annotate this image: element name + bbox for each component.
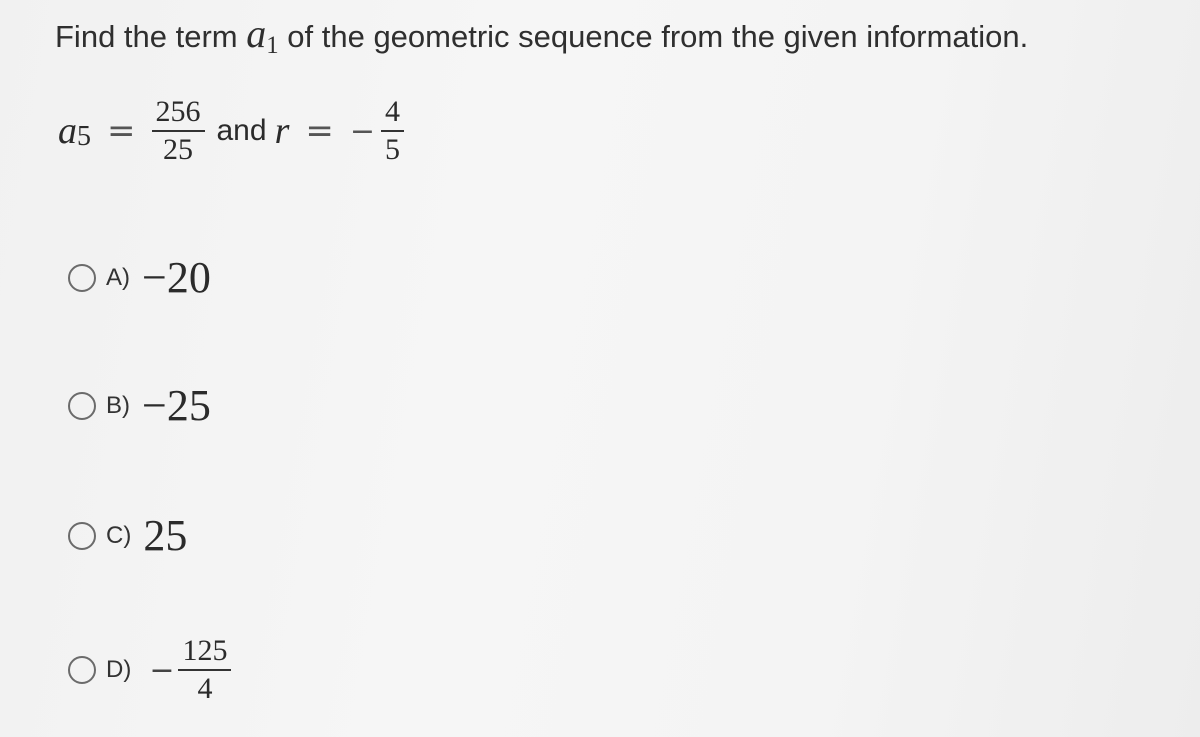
term-subscript: 1 [266,32,279,60]
question-suffix: of the geometric sequence from the given information. [278,19,1029,54]
a5-value-fraction [152,97,205,165]
option-d-sign: − [149,652,175,688]
option-d[interactable] [68,636,231,704]
option-c-value: 25 [143,511,188,560]
equals-sign-r: = [305,111,334,151]
r-numerator: 4 [381,97,404,132]
option-c-letter: C) [106,521,132,549]
option-d-denominator: 4 [197,672,213,705]
option-a-value: −20 [142,253,211,302]
a5-denominator: 25 [163,133,193,166]
equals-sign: = [107,111,136,151]
term-symbol: a [246,11,267,56]
option-b-value: −25 [142,381,211,430]
radio-button-d[interactable] [68,656,96,684]
option-d-numerator: 125 [178,636,231,671]
and-text: and [216,114,267,147]
radio-button-c[interactable] [68,522,96,550]
option-d-letter: D) [106,656,132,683]
a5-symbol: a [58,110,77,152]
radio-button-b[interactable] [68,392,96,420]
option-a[interactable] [68,252,211,303]
a5-numerator: 256 [152,97,205,132]
option-a-letter: A) [106,263,130,291]
option-c[interactable] [68,510,187,561]
option-b-letter: B) [106,391,130,419]
question-prefix: Find the term [55,19,247,54]
r-symbol: r [274,110,290,152]
r-sign: − [349,113,375,149]
question-prompt [55,10,1029,60]
given-information [58,86,404,176]
option-b[interactable] [68,380,211,431]
r-value-fraction [381,97,404,165]
r-denominator: 5 [385,133,400,166]
radio-button-a[interactable] [68,264,96,292]
option-d-fraction [178,636,231,704]
a5-subscript: 5 [77,121,91,152]
